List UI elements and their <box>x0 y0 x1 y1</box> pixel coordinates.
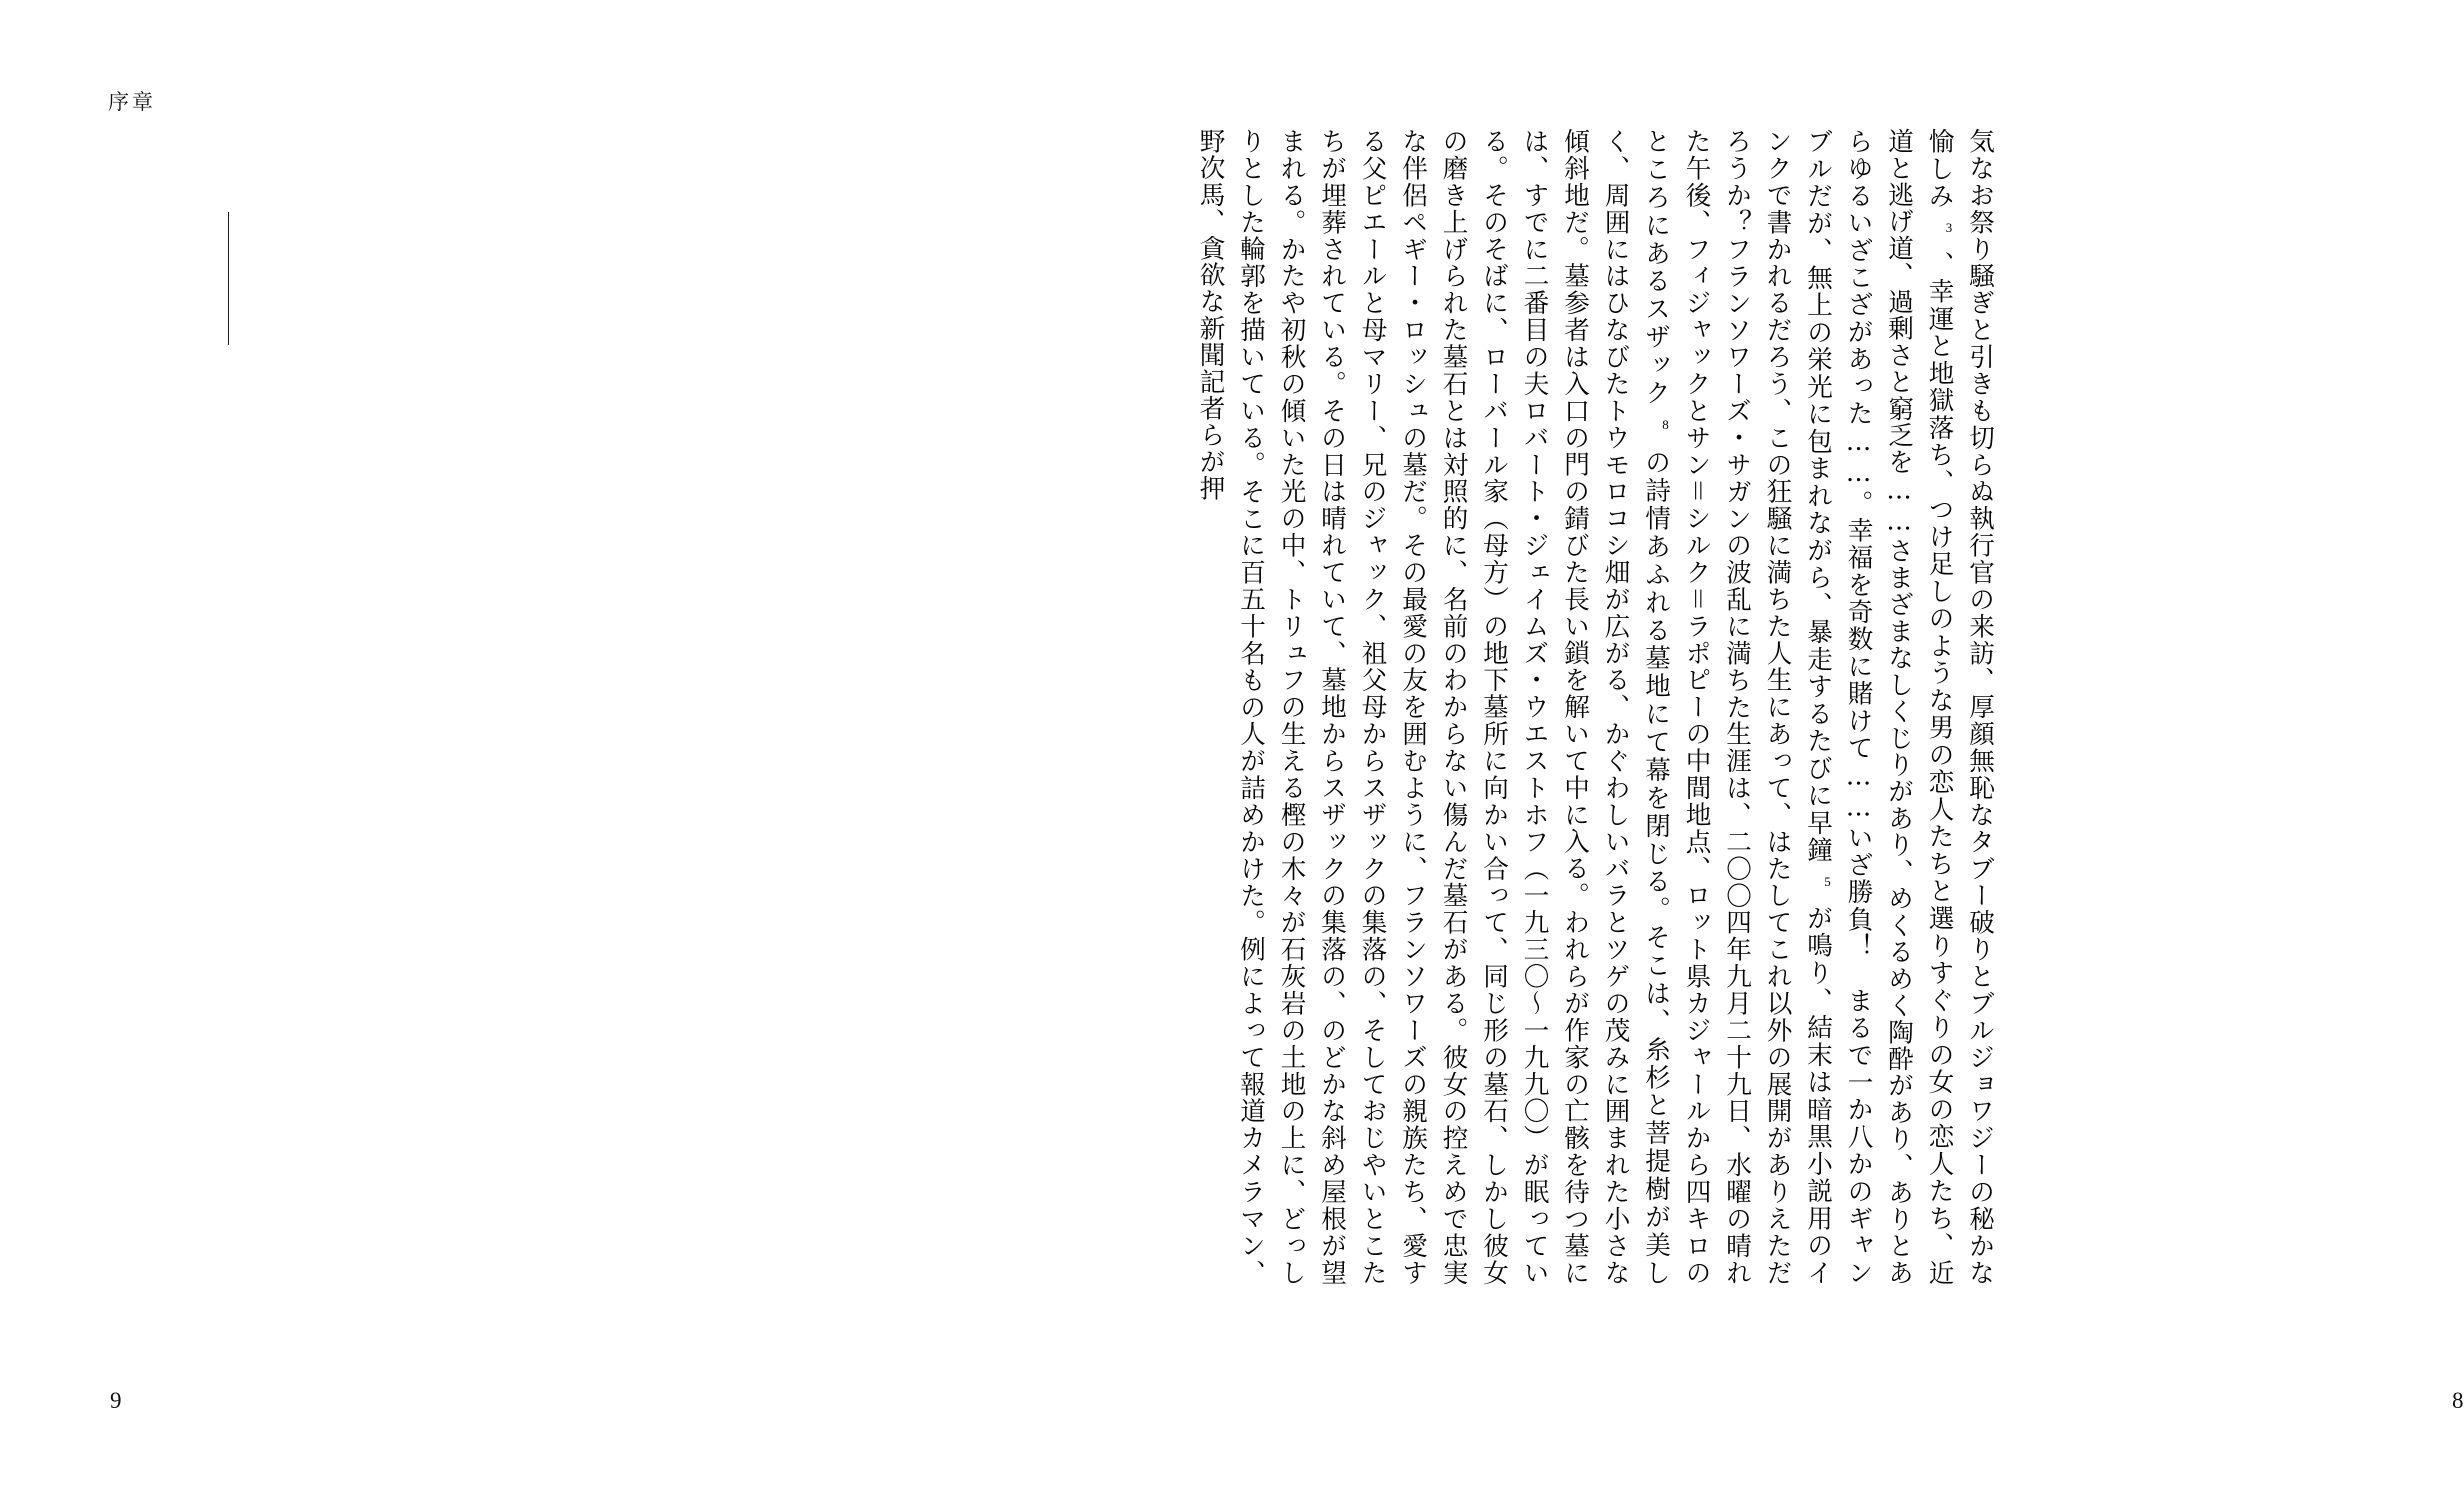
page-left <box>0 0 1024 1493</box>
running-head-chapter-title: 序章 <box>108 90 156 114</box>
page-number-right: 8 <box>2452 1388 2464 1413</box>
page-right <box>1024 0 2464 1493</box>
right-page-body-text: 気なお祭り騒ぎと引きも切らぬ執行官の来訪、厚顔無恥なタブー破りとブルジョワジーの秘かな愉しみ3、幸運と地獄落ち、つけ足しのような男の恋人たちと選りすぐりの女の恋人たち、近道と逃げ道、過剰さと窮乏を……さまざまなしくじりがあり、めくるめく陶酔があり、ありとあらゆるいざこざがあった……。幸福を奇数に賭けて……いざ勝負！ まるで一か八かのギャンブルだが、無上の栄光に包まれながら、暴走するたびに早鐘5が鳴り、結末は暗黒小説用のインクで書かれるだろう、この狂騒に満ちた人生にあって、はたしてこれ以外の展開がありえただろうか？フランソワーズ・サガンの波乱に満ちた生涯は、二〇〇四年九月二十九日、水曜の晴れた午後、フィジャックとサン＝シルク＝ラポピーの中間地点、ロット県カジャールから四キロのところにあるスザック8の詩情あふれる墓地にて幕を閉じる。そこは、糸杉と菩提樹が美しく、周囲にはひなびたトウモロコシ畑が広がる、かぐわしいバラとツゲの茂みに囲まれた小さな傾斜地だ。墓参者は入口の門の錆びた長い鎖を解いて中に入る。われらが作家の亡骸を待つ墓には、すでに二番目の夫ロバート・ジェイムズ・ウエストホフ（一九三〇～一九九〇）が眠っている。そのそばに、ローバール家（母方）の地下墓所に向かい合って、同じ形の墓石、しかし彼女の磨き上げられた墓石とは対照的に、名前のわからない傷んだ墓石がある。彼女の控えめで忠実な伴侶ペギー・ロッシュの墓だ。その最愛の友を囲むように、フランソワーズの親族たち、愛する父ピエールと母マリー、兄のジャック、祖父母からスザックの集落の、そしておじやいとこたちが埋葬されている。その日は晴れていて、墓地からスザックの集落の、のどかな斜め屋根が望まれる。かたや初秋の傾いた光の中、トリュフの生える樫の木々が石灰岩の土地の上に、どっしりとした輪郭を描いている。そこに百五十名もの人が詰めかけた。例によって報道カメラマン、野次馬、貪欲な新聞記者らが押 <box>1195 128 1995 1286</box>
page-number-left: 9 <box>110 1388 122 1413</box>
footnote-separator-rule <box>228 212 229 345</box>
